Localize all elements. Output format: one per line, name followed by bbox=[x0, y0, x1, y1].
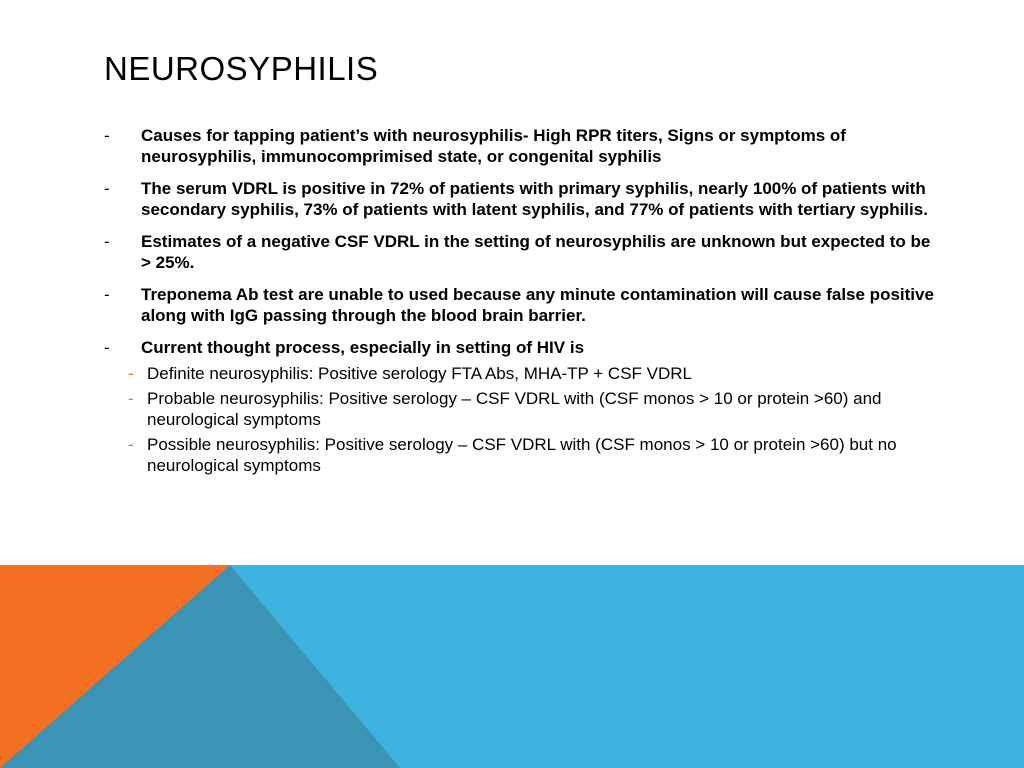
bullet-item bbox=[104, 338, 934, 359]
sub-bullet-marker: - bbox=[128, 388, 134, 408]
sub-bullet-marker: - bbox=[128, 363, 134, 383]
footer-shapes bbox=[0, 565, 1024, 768]
bullet-item bbox=[104, 285, 934, 326]
bullet-text: Causes for tapping patient’s with neurosyphilis- High RPR titers, Signs or symptoms of neurosyphilis, immunocomprimised state, or congenital syphilis bbox=[141, 126, 846, 166]
bullet-marker: - bbox=[104, 232, 110, 251]
bullet-marker: - bbox=[104, 179, 110, 198]
bullet-item bbox=[104, 232, 934, 273]
sub-bullet-item bbox=[104, 388, 934, 430]
sub-bullet-item bbox=[104, 434, 934, 476]
bullet-item bbox=[104, 179, 934, 220]
sub-bullet-item bbox=[104, 363, 934, 384]
bullet-marker: - bbox=[104, 338, 110, 357]
bullet-marker: - bbox=[104, 126, 110, 145]
bullet-text: Estimates of a negative CSF VDRL in the setting of neurosyphilis are unknown but expected to be > 25%. bbox=[141, 232, 931, 272]
bullet-text: Treponema Ab test are unable to used because any minute contamination will cause false positive along with IgG passing through the blood brain barrier. bbox=[141, 285, 934, 325]
bullet-item bbox=[104, 126, 934, 167]
bullet-text: The serum VDRL is positive in 72% of patients with primary syphilis, nearly 100% of patients with secondary syphilis, 73% of patients with latent syphilis, and 77% of patients with tertiary syphilis. bbox=[141, 179, 928, 219]
sub-bullet-text: Possible neurosyphilis: Positive serology – CSF VDRL with (CSF monos > 10 or protein >60) but no neurological symptoms bbox=[147, 434, 897, 475]
slide-title: NEUROSYPHILIS bbox=[104, 50, 379, 87]
sub-bullet-text: Probable neurosyphilis: Positive serology – CSF VDRL with (CSF monos > 10 or protein >60) and neurological symptoms bbox=[147, 388, 882, 429]
slide-body bbox=[104, 126, 934, 480]
bullet-text: Current thought process, especially in setting of HIV is bbox=[141, 338, 585, 357]
decorative-footer-band bbox=[0, 565, 1024, 768]
sub-bullet-marker: - bbox=[128, 434, 134, 454]
bullet-marker: - bbox=[104, 285, 110, 304]
sub-bullet-text: Definite neurosyphilis: Positive serology FTA Abs, MHA-TP + CSF VDRL bbox=[147, 363, 692, 383]
sub-bullet-list bbox=[104, 363, 934, 476]
